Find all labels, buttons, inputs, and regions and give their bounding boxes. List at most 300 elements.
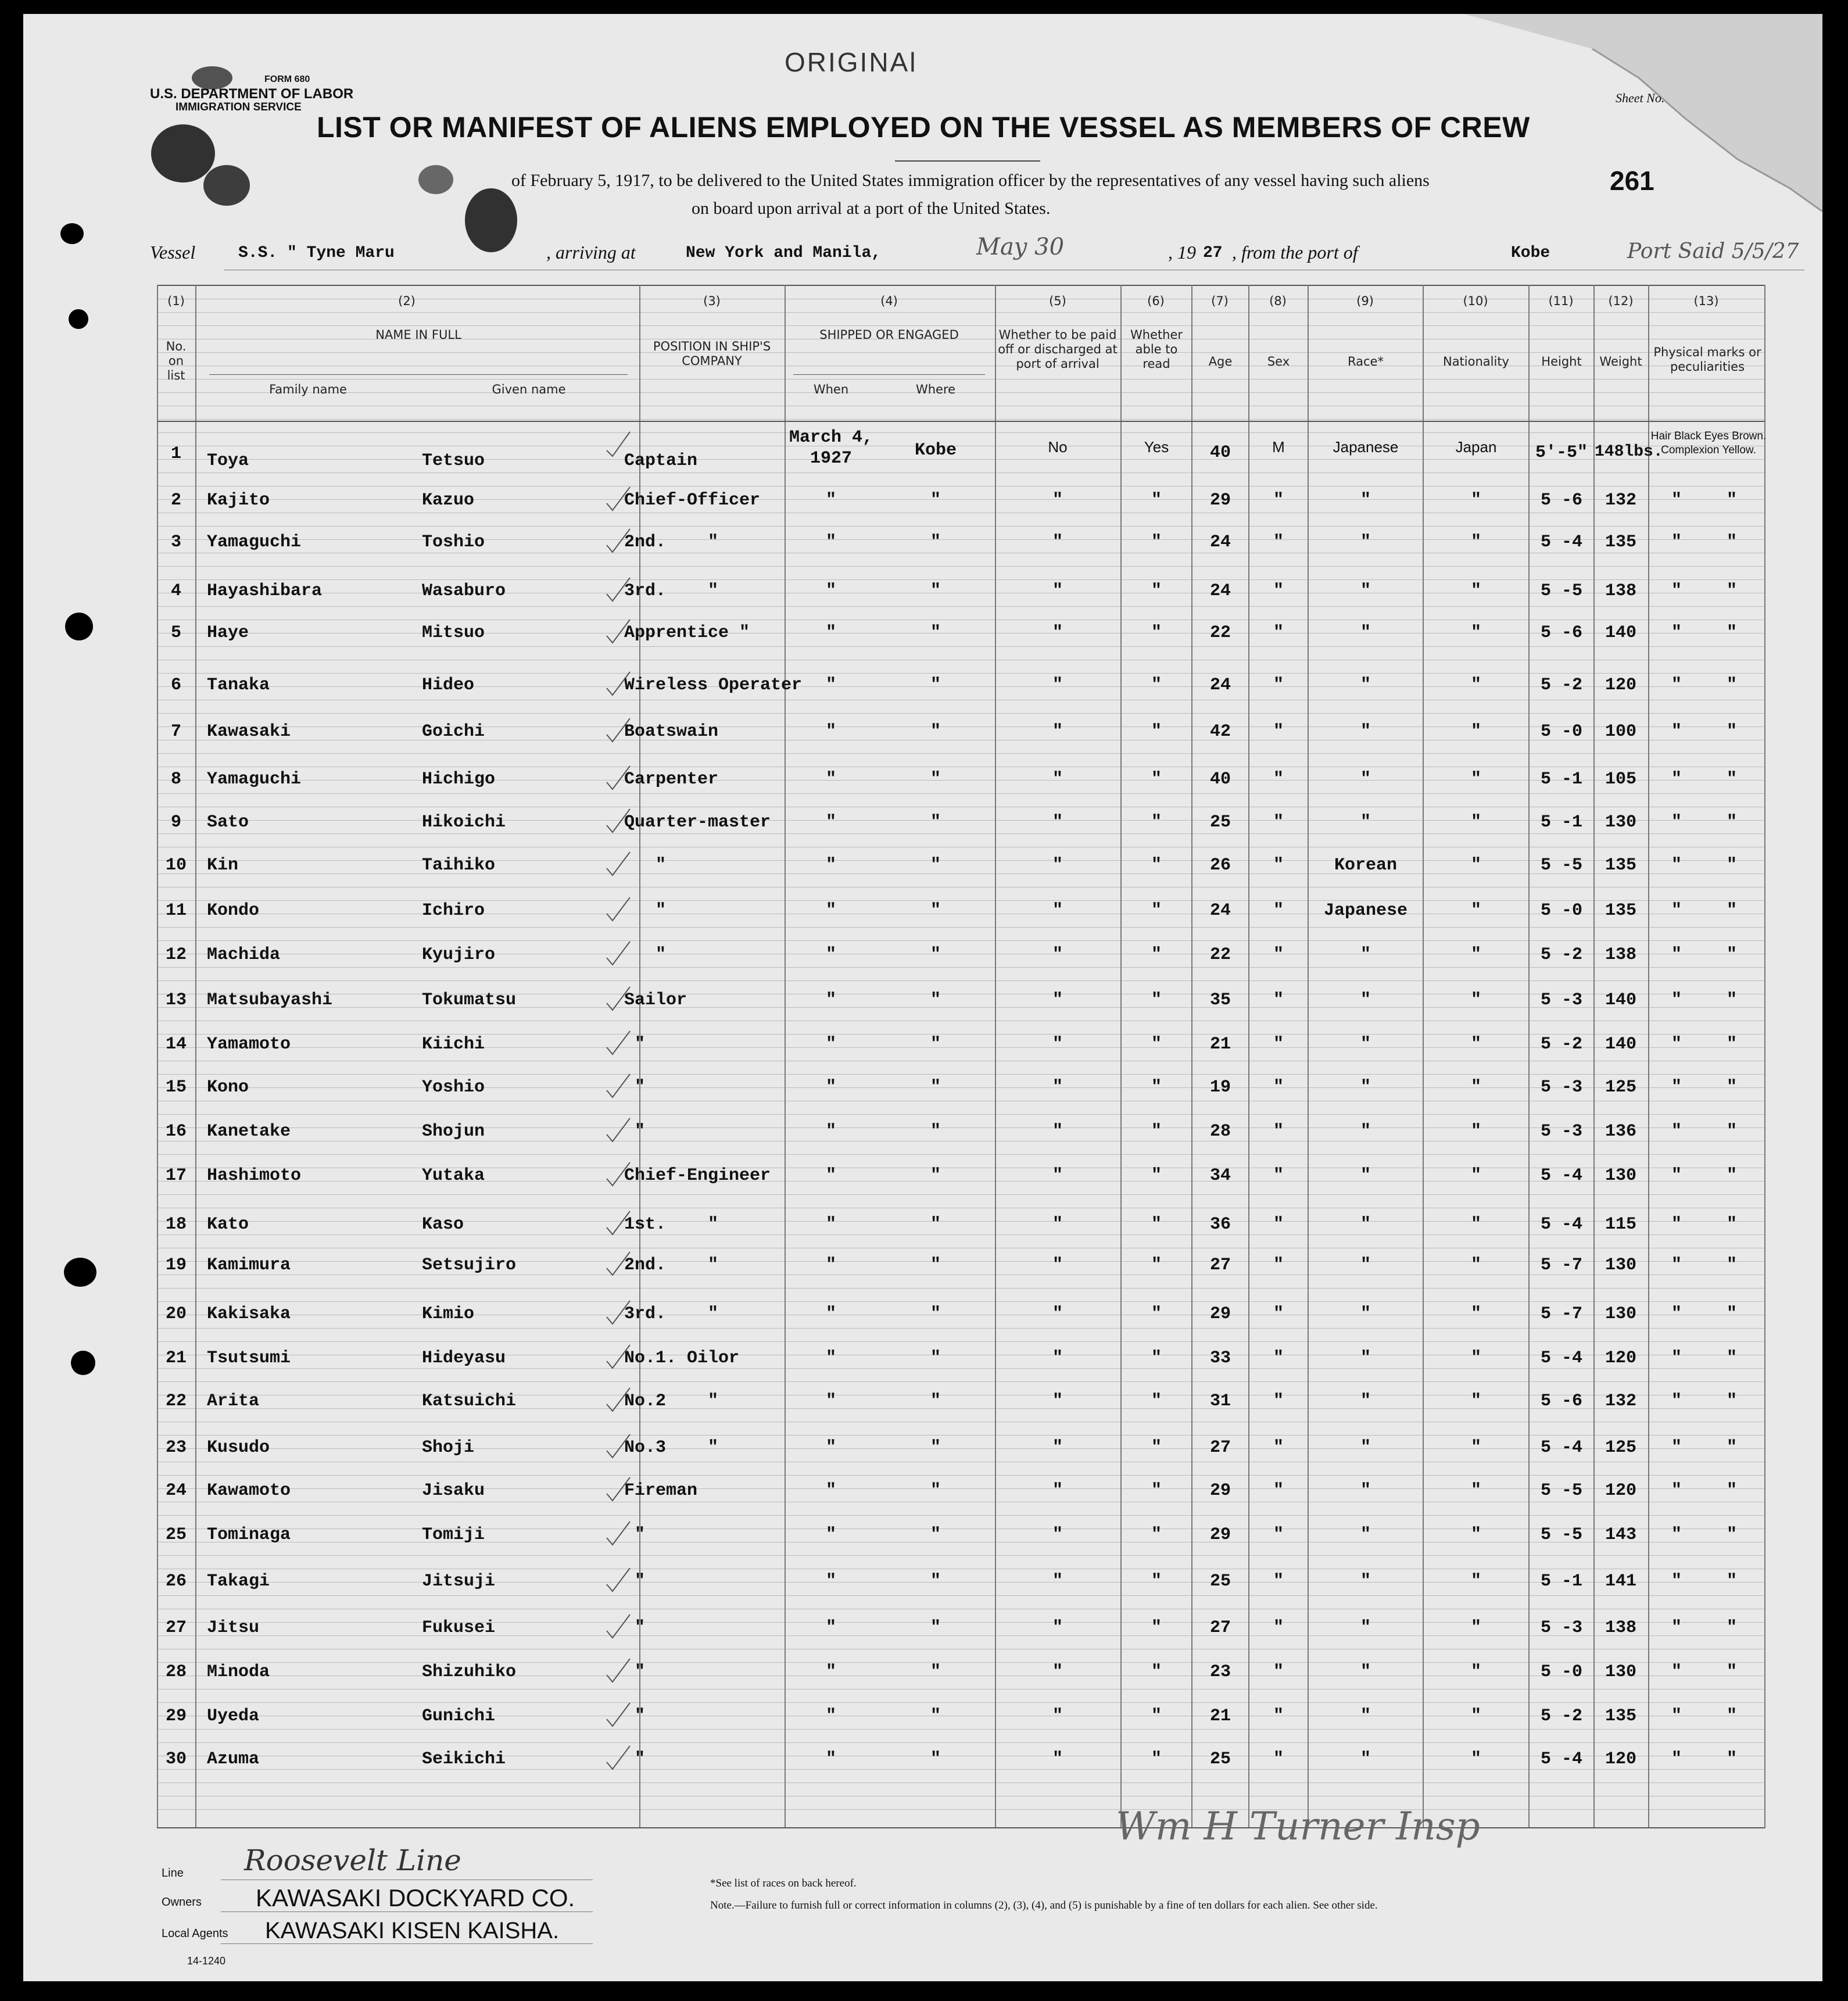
cell-where: " (930, 491, 941, 510)
cell-race: " (1360, 675, 1371, 695)
cell-height: 5 -4 (1540, 532, 1582, 552)
cell-given: Hichigo (422, 769, 496, 789)
agents-label: Local Agents (162, 1927, 228, 1940)
cell-read: " (1151, 532, 1162, 552)
cell-marks1: " (1671, 1078, 1682, 1097)
row-1-paid-off: No (1048, 438, 1068, 456)
cell-nat: " (1470, 623, 1481, 643)
cell-weight: 120 (1605, 1749, 1636, 1769)
cell-race: " (1360, 1078, 1371, 1097)
cell-paid: " (1052, 1525, 1063, 1545)
cell-where: " (930, 1166, 941, 1186)
cell-race: " (1360, 1122, 1371, 1141)
manifest-sheet (23, 14, 1822, 1981)
cell-race: " (1360, 1572, 1371, 1591)
cell-paid: " (1052, 581, 1063, 601)
cell-no: 18 (165, 1215, 187, 1234)
cell-given: Shizuhiko (422, 1662, 517, 1682)
cell-height: 5 -2 (1540, 1034, 1582, 1054)
row-1-race: Japanese (1333, 438, 1399, 456)
cell-given: Kiichi (422, 1034, 485, 1054)
cell-read: " (1151, 990, 1162, 1010)
cell-sex: " (1273, 722, 1284, 742)
cell-position: No.2 " (624, 1391, 719, 1411)
check-mark-icon (604, 1073, 631, 1100)
cell-position: Apprentice " (624, 623, 750, 643)
check-mark-icon (604, 1030, 631, 1057)
cell-given: Kyujiro (422, 945, 496, 965)
cell-where: " (930, 581, 941, 601)
cell-marks1: " (1671, 945, 1682, 965)
cell-sex: " (1273, 901, 1284, 921)
check-mark-icon (604, 1433, 631, 1460)
cell-read: " (1151, 1122, 1162, 1141)
cell-where: " (930, 1662, 941, 1682)
cell-family: Machida (207, 945, 281, 965)
cell-position: " (624, 855, 667, 875)
row-1-weight: 148lbs. (1595, 443, 1663, 461)
grid-line (157, 1702, 1764, 1703)
cell-race: " (1360, 1166, 1371, 1186)
cell-read: " (1151, 812, 1162, 832)
header-physical-marks: Physical marks or peculiarities (1653, 345, 1761, 374)
cell-age: 25 (1209, 812, 1231, 832)
cell-race: " (1360, 812, 1371, 832)
cell-nat: " (1470, 491, 1481, 510)
cell-sex: " (1273, 623, 1284, 643)
cell-when: " (825, 1662, 836, 1682)
cell-given: Shoji (422, 1438, 475, 1458)
cell-where: " (930, 901, 941, 921)
header-no-on-list: No. on list (166, 339, 187, 382)
column-number: (10) (1463, 294, 1488, 308)
row-1-position: Captain (624, 451, 698, 471)
cell-given: Kimio (422, 1304, 475, 1324)
column-number: (5) (1049, 294, 1066, 308)
cell-position: " (624, 1618, 646, 1638)
grid-line (157, 1435, 1764, 1436)
cell-read: " (1151, 491, 1162, 510)
name-header-rule (209, 374, 628, 375)
cell-nat: " (1470, 855, 1481, 875)
cell-paid: " (1052, 1348, 1063, 1368)
cell-paid: " (1052, 675, 1063, 695)
cell-marks2: " (1726, 722, 1737, 742)
cell-paid: " (1052, 1304, 1063, 1324)
cell-paid: " (1052, 945, 1063, 965)
cell-family: Yamaguchi (207, 769, 302, 789)
form-code: 14-1240 (187, 1955, 226, 1967)
cell-when: " (825, 491, 836, 510)
column-number: (6) (1147, 294, 1165, 308)
cell-marks1: " (1671, 1618, 1682, 1638)
cell-position: 2nd. " (624, 1255, 719, 1275)
cell-where: " (930, 532, 941, 552)
cell-age: 28 (1209, 1122, 1231, 1141)
cell-given: Hideyasu (422, 1348, 506, 1368)
cell-given: Tokumatsu (422, 990, 517, 1010)
cell-marks1: " (1671, 1525, 1682, 1545)
grid-line (157, 1328, 1764, 1329)
cell-when: " (825, 1481, 836, 1501)
owners-label: Owners (162, 1896, 202, 1909)
header-name-in-full: NAME IN FULL (375, 328, 461, 342)
cell-weight: 130 (1605, 1304, 1636, 1324)
cell-paid: " (1052, 769, 1063, 789)
cell-weight: 125 (1605, 1438, 1636, 1458)
cell-age: 22 (1209, 945, 1231, 965)
column-divider (1648, 285, 1649, 1828)
cell-family: Tsutsumi (207, 1348, 291, 1368)
column-number: (3) (703, 294, 721, 308)
cell-position: " (624, 1122, 646, 1141)
arriving-label: , arriving at (546, 242, 636, 263)
check-mark-icon (604, 1251, 631, 1277)
cell-height: 5 -5 (1540, 1481, 1582, 1501)
inspector-signature: Wm H Turner Insp (1116, 1804, 1480, 1849)
cell-paid: " (1052, 1481, 1063, 1501)
check-mark-icon (604, 1613, 631, 1640)
cell-marks1: " (1671, 1166, 1682, 1186)
check-mark-icon (604, 717, 631, 744)
check-mark-icon (604, 1117, 631, 1144)
grid-line (157, 713, 1764, 714)
cell-race: " (1360, 1749, 1371, 1769)
cell-position: No.3 " (624, 1438, 719, 1458)
cell-read: " (1151, 1215, 1162, 1234)
cell-given: Kazuo (422, 491, 475, 510)
column-number: (1) (167, 294, 185, 308)
cell-family: Takagi (207, 1572, 270, 1591)
cell-marks1: " (1671, 675, 1682, 695)
cell-when: " (825, 1122, 836, 1141)
grid-line (157, 940, 1764, 941)
header-age: Age (1208, 355, 1233, 368)
grid-line (157, 312, 1764, 313)
cell-age: 29 (1209, 1304, 1231, 1324)
cell-position: Boatswain (624, 722, 719, 742)
cell-nat: " (1470, 1304, 1481, 1324)
row-1-given: Tetsuo (422, 451, 485, 471)
cell-sex: " (1273, 990, 1284, 1010)
cell-sex: " (1273, 1078, 1284, 1097)
cell-weight: 140 (1605, 990, 1636, 1010)
cell-sex: " (1273, 532, 1284, 552)
header-paid-off: Whether to be paid off or discharged at port of arrival (998, 328, 1118, 371)
grid-line (157, 967, 1764, 968)
cell-marks2: " (1726, 1662, 1737, 1682)
form-number: FORM 680 (264, 74, 310, 84)
ink-smudge (203, 165, 250, 206)
grid-line (157, 1368, 1764, 1369)
cell-sex: " (1273, 945, 1284, 965)
cell-race: Korean (1334, 855, 1398, 875)
cell-no: 13 (165, 990, 187, 1010)
cell-where: " (930, 1749, 941, 1769)
cell-read: " (1151, 769, 1162, 789)
cell-age: 42 (1209, 722, 1231, 742)
cell-weight: 105 (1605, 769, 1636, 789)
grid-line (157, 1595, 1764, 1596)
cell-height: 5 -2 (1540, 945, 1582, 965)
cell-nat: " (1470, 990, 1481, 1010)
cell-no: 2 (170, 491, 181, 510)
cell-weight: 115 (1605, 1215, 1636, 1234)
cell-race: " (1360, 491, 1371, 510)
cell-nat: " (1470, 1525, 1481, 1545)
cell-no: 19 (165, 1255, 187, 1275)
grid-line (157, 1782, 1764, 1783)
cell-no: 12 (165, 945, 187, 965)
cell-sex: " (1273, 1391, 1284, 1411)
cell-where: " (930, 1706, 941, 1726)
cell-marks2: " (1726, 532, 1737, 552)
cell-race: " (1360, 1706, 1371, 1726)
cell-nat: " (1470, 812, 1481, 832)
check-mark-icon (604, 1745, 631, 1771)
cell-marks2: " (1726, 1348, 1737, 1368)
line-value: Roosevelt Line (244, 1844, 461, 1877)
cell-age: 19 (1209, 1078, 1231, 1097)
cell-marks2: " (1726, 1255, 1737, 1275)
header-able-to-read: Whether able to read (1130, 328, 1183, 371)
cell-given: Hikoichi (422, 812, 506, 832)
cell-weight: 135 (1605, 532, 1636, 552)
cell-where: " (930, 1034, 941, 1054)
column-divider (1764, 285, 1765, 1828)
cell-nat: " (1470, 1572, 1481, 1591)
row-1-no: 1 (170, 444, 181, 464)
cell-marks2: " (1726, 1122, 1737, 1141)
cell-read: " (1151, 1618, 1162, 1638)
cell-when: " (825, 532, 836, 552)
cell-nat: " (1470, 1078, 1481, 1097)
grid-line (157, 1194, 1764, 1195)
cell-nat: " (1470, 1034, 1481, 1054)
column-divider (1120, 285, 1122, 1828)
column-divider (1423, 285, 1424, 1828)
cell-race: " (1360, 623, 1371, 643)
column-number: (8) (1269, 294, 1287, 308)
grid-line (157, 566, 1764, 567)
cell-marks1: " (1671, 1481, 1682, 1501)
cell-marks2: " (1726, 1438, 1737, 1458)
grid-line (157, 1381, 1764, 1382)
cell-when: " (825, 1034, 836, 1054)
cell-weight: 138 (1605, 1618, 1636, 1638)
column-divider (195, 285, 196, 1828)
original-stamp: ORIGINAl (785, 47, 918, 77)
check-mark-icon (604, 1702, 631, 1728)
cell-when: " (825, 1618, 836, 1638)
check-mark-icon (604, 1476, 631, 1503)
cell-height: 5 -4 (1540, 1215, 1582, 1234)
cell-given: Seikichi (422, 1749, 506, 1769)
year-prefix: , 19 (1168, 242, 1196, 263)
cell-no: 9 (170, 812, 181, 832)
agents-underline (221, 1943, 593, 1944)
column-number: (13) (1693, 294, 1719, 308)
cell-marks2: " (1726, 1749, 1737, 1769)
cell-race: " (1360, 1481, 1371, 1501)
cell-nat: " (1470, 581, 1481, 601)
cell-age: 27 (1209, 1438, 1231, 1458)
cell-when: " (825, 1348, 836, 1368)
check-mark-icon (604, 896, 631, 923)
cell-race: " (1360, 769, 1371, 789)
cell-position: " (624, 1078, 646, 1097)
cell-age: 27 (1209, 1255, 1231, 1275)
cell-sex: " (1273, 581, 1284, 601)
cell-where: " (930, 1255, 941, 1275)
header-nationality: Nationality (1442, 355, 1509, 368)
cell-no: 28 (165, 1662, 187, 1682)
cell-no: 10 (165, 855, 187, 875)
cell-family: Sato (207, 812, 249, 832)
grid-line (157, 833, 1764, 834)
required-text-2: on board upon arrival at a port of the United States. (692, 199, 1051, 218)
cell-paid: " (1052, 1255, 1063, 1275)
cell-position: 2nd. " (624, 532, 719, 552)
cell-weight: 136 (1605, 1122, 1636, 1141)
cell-read: " (1151, 1525, 1162, 1545)
cell-when: " (825, 901, 836, 921)
cell-no: 24 (165, 1481, 187, 1501)
cell-sex: " (1273, 1525, 1284, 1545)
column-divider (1308, 285, 1309, 1828)
column-divider (1593, 285, 1595, 1828)
check-mark-icon (604, 671, 631, 697)
cell-position: 3rd. " (624, 581, 719, 601)
header-sex: Sex (1267, 355, 1290, 368)
cell-sex: " (1273, 855, 1284, 875)
cell-where: " (930, 1078, 941, 1097)
cell-no: 8 (170, 769, 181, 789)
grid-line (157, 1074, 1764, 1075)
cell-family: Kanetake (207, 1122, 291, 1141)
cell-paid: " (1052, 623, 1063, 643)
binder-hole (65, 613, 93, 640)
cell-when: " (825, 1391, 836, 1411)
cell-family: Kusudo (207, 1438, 270, 1458)
cell-height: 5 -6 (1540, 623, 1582, 643)
cell-nat: " (1470, 1662, 1481, 1682)
cell-race: " (1360, 1215, 1371, 1234)
binder-hole (64, 1258, 96, 1287)
page-title: LIST OR MANIFEST OF ALIENS EMPLOYED ON THE VESSEL AS MEMBERS OF CREW (317, 111, 1530, 144)
cell-when: " (825, 1438, 836, 1458)
cell-height: 5 -7 (1540, 1304, 1582, 1324)
binder-hole (60, 223, 84, 244)
cell-where: " (930, 623, 941, 643)
cell-family: Tanaka (207, 675, 270, 695)
cell-weight: 132 (1605, 1391, 1636, 1411)
cell-given: Jisaku (422, 1481, 485, 1501)
cell-marks2: " (1726, 1391, 1737, 1411)
cell-paid: " (1052, 1034, 1063, 1054)
cell-family: Kondo (207, 901, 260, 921)
header-shipped: SHIPPED OR ENGAGED (819, 328, 959, 342)
cell-marks1: " (1671, 990, 1682, 1010)
owners-underline (221, 1911, 593, 1912)
grid-line (157, 1515, 1764, 1516)
cell-weight: 138 (1605, 945, 1636, 965)
cell-height: 5 -5 (1540, 1525, 1582, 1545)
cell-read: " (1151, 675, 1162, 695)
cell-marks1: " (1671, 855, 1682, 875)
cell-read: " (1151, 1706, 1162, 1726)
cell-no: 25 (165, 1525, 187, 1545)
cell-nat: " (1470, 532, 1481, 552)
cell-marks2: " (1726, 812, 1737, 832)
cell-height: 5 -3 (1540, 1122, 1582, 1141)
cell-height: 5 -7 (1540, 1255, 1582, 1275)
cell-paid: " (1052, 812, 1063, 832)
shipped-header-rule (793, 374, 985, 375)
cell-paid: " (1052, 532, 1063, 552)
cell-marks2: " (1726, 855, 1737, 875)
grid-line (157, 379, 1764, 380)
grid-line (157, 1809, 1764, 1810)
cell-race: " (1360, 1618, 1371, 1638)
cell-when: " (825, 581, 836, 601)
row-1-marks-2: Complexion Yellow. (1661, 444, 1756, 456)
page-number: 261 (1610, 166, 1654, 196)
cell-weight: 125 (1605, 1078, 1636, 1097)
cell-marks1: " (1671, 1662, 1682, 1682)
vessel-name: S.S. " Tyne Maru (238, 244, 395, 262)
cell-sex: " (1273, 1166, 1284, 1186)
column-divider (1191, 285, 1192, 1828)
column-number: (12) (1608, 294, 1634, 308)
cell-given: Ichiro (422, 901, 485, 921)
grid-line (157, 352, 1764, 353)
cell-height: 5 -1 (1540, 812, 1582, 832)
cell-age: 21 (1209, 1034, 1231, 1054)
check-mark-icon (604, 1210, 631, 1237)
cell-given: Hideo (422, 675, 475, 695)
cell-marks1: " (1671, 901, 1682, 921)
cell-no: 27 (165, 1618, 187, 1638)
title-rule (895, 160, 1040, 162)
cell-race: " (1360, 581, 1371, 601)
cell-weight: 143 (1605, 1525, 1636, 1545)
cell-position: " (624, 1749, 646, 1769)
cell-read: " (1151, 1304, 1162, 1324)
grid-line (157, 1729, 1764, 1730)
cell-no: 15 (165, 1078, 187, 1097)
cell-family: Arita (207, 1391, 260, 1411)
check-mark-icon (604, 577, 631, 603)
table-bottom-rule (157, 1827, 1764, 1828)
cell-given: Goichi (422, 722, 485, 742)
check-mark-icon (604, 421, 631, 467)
cell-age: 25 (1209, 1572, 1231, 1591)
cell-family: Kono (207, 1078, 249, 1097)
header-when: When (813, 382, 849, 396)
cell-marks1: " (1671, 1215, 1682, 1234)
cell-race: " (1360, 1438, 1371, 1458)
cell-paid: " (1052, 1749, 1063, 1769)
department: U.S. DEPARTMENT OF LABOR (150, 86, 354, 102)
penalty-note: Note.—Failure to furnish full or correct information in columns (2), (3), (4), and (5) is punishable by a fine of ten dollars for each alien. See other side. (710, 1899, 1378, 1911)
cell-marks2: " (1726, 1078, 1737, 1097)
cell-no: 4 (170, 581, 181, 601)
cell-marks2: " (1726, 623, 1737, 643)
cell-family: Kajito (207, 491, 270, 510)
cell-read: " (1151, 1166, 1162, 1186)
cell-when: " (825, 1749, 836, 1769)
